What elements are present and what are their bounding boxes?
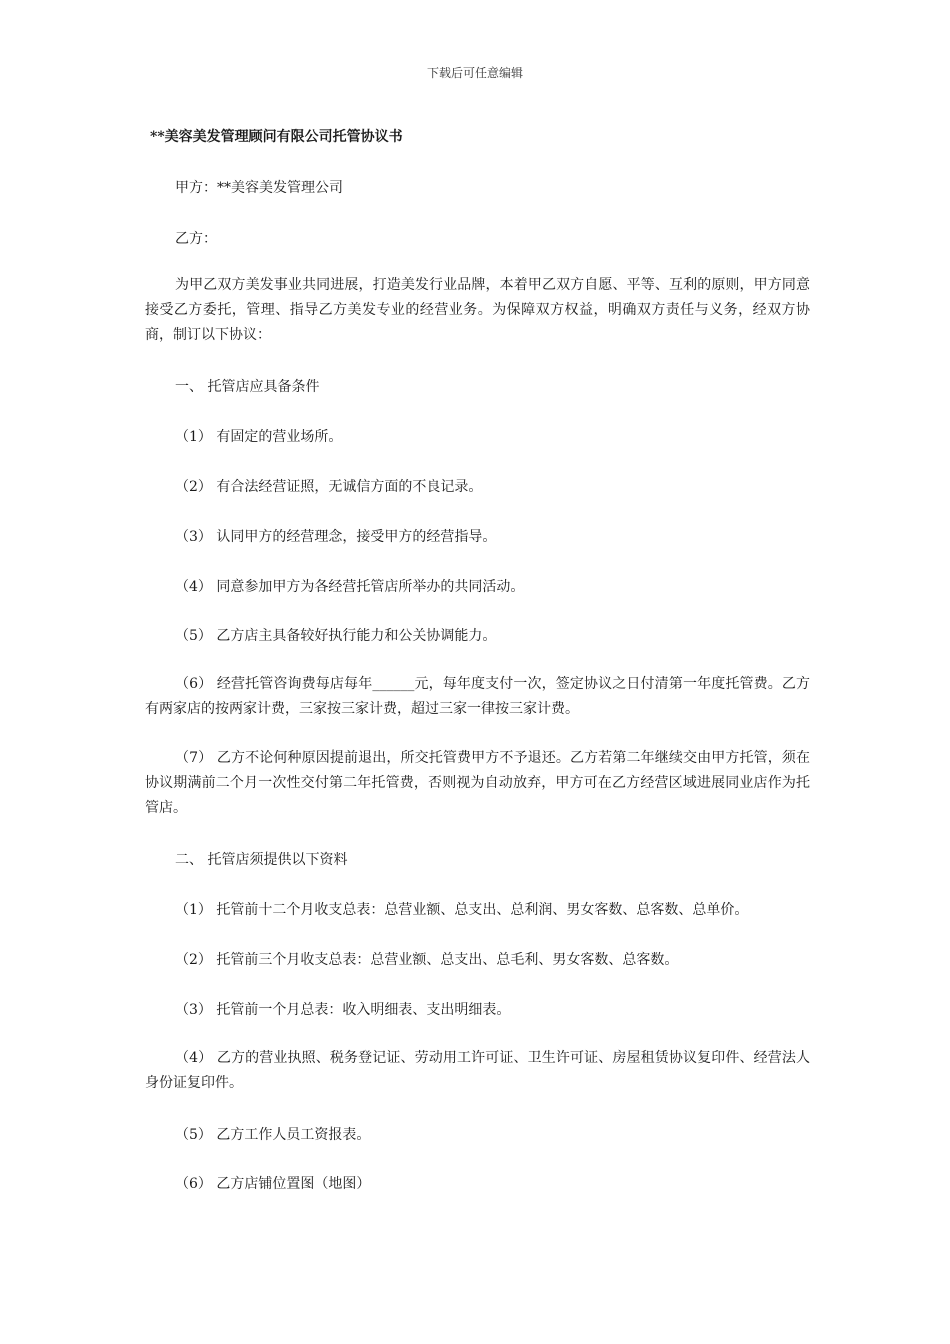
section1-item: （6） 经营托管咨询费每店每年______元，每年度支付一次，签定协议之日付清第一年度托管费。乙方有两家店的按两家计费，三家按三家计费，超过三家一律按三家计费。 bbox=[145, 676, 810, 717]
section1-item: （1） 有固定的营业场所。 bbox=[175, 429, 343, 445]
section1-heading: 一、 托管店应具备条件 bbox=[175, 379, 320, 395]
section1-item: （7） 乙方不论何种原因提前退出，所交托管费甲方不予退还。乙方若第二年继续交由甲方托管，须在协议期满前二个月一次性交付第二年托管费，否则视为自动放弃，甲方可在乙方经营区域进展同业店作为托管店。 bbox=[145, 750, 810, 816]
section2-item: （2） 托管前三个月收支总表：总营业额、总支出、总毛利、男女客数、总客数。 bbox=[175, 952, 679, 968]
section2-item: （1） 托管前十二个月收支总表：总营业额、总支出、总利润、男女客数、总客数、总单价。 bbox=[175, 902, 749, 918]
section1-item: （3） 认同甲方的经营理念，接受甲方的经营指导。 bbox=[175, 529, 497, 545]
section2-item: （6） 乙方店铺位置图（地图） bbox=[175, 1176, 371, 1192]
section1-item: （5） 乙方店主具备较好执行能力和公关协调能力。 bbox=[175, 628, 497, 644]
section1-item: （2） 有合法经营证照，无诚信方面的不良记录。 bbox=[175, 479, 483, 495]
page-header-note: 下载后可任意编辑 bbox=[426, 66, 523, 80]
section2-item: （5） 乙方工作人员工资报表。 bbox=[175, 1127, 371, 1143]
section2-item: （4） 乙方的营业执照、税务登记证、劳动用工许可证、卫生许可证、房屋租赁协议复印件、经营法人身份证复印件。 bbox=[145, 1050, 810, 1091]
section2-heading: 二、 托管店须提供以下资料 bbox=[175, 852, 348, 868]
intro-paragraph: 为甲乙双方美发事业共同进展，打造美发行业品牌，本着甲乙双方自愿、平等、互利的原则，甲方同意接受乙方委托，管理、指导乙方美发专业的经营业务。为保障双方权益，明确双方责任与义务，经双方协商，制订以下协议： bbox=[145, 277, 810, 343]
section1-item: （4） 同意参加甲方为各经营托管店所举办的共同活动。 bbox=[175, 579, 525, 595]
party-a-line: 甲方：**美容美发管理公司 bbox=[175, 180, 343, 196]
document-title: **美容美发管理顾问有限公司托管协议书 bbox=[150, 129, 403, 145]
section2-item: （3） 托管前一个月总表：收入明细表、支出明细表。 bbox=[175, 1002, 511, 1018]
party-b-line: 乙方： bbox=[175, 231, 217, 247]
